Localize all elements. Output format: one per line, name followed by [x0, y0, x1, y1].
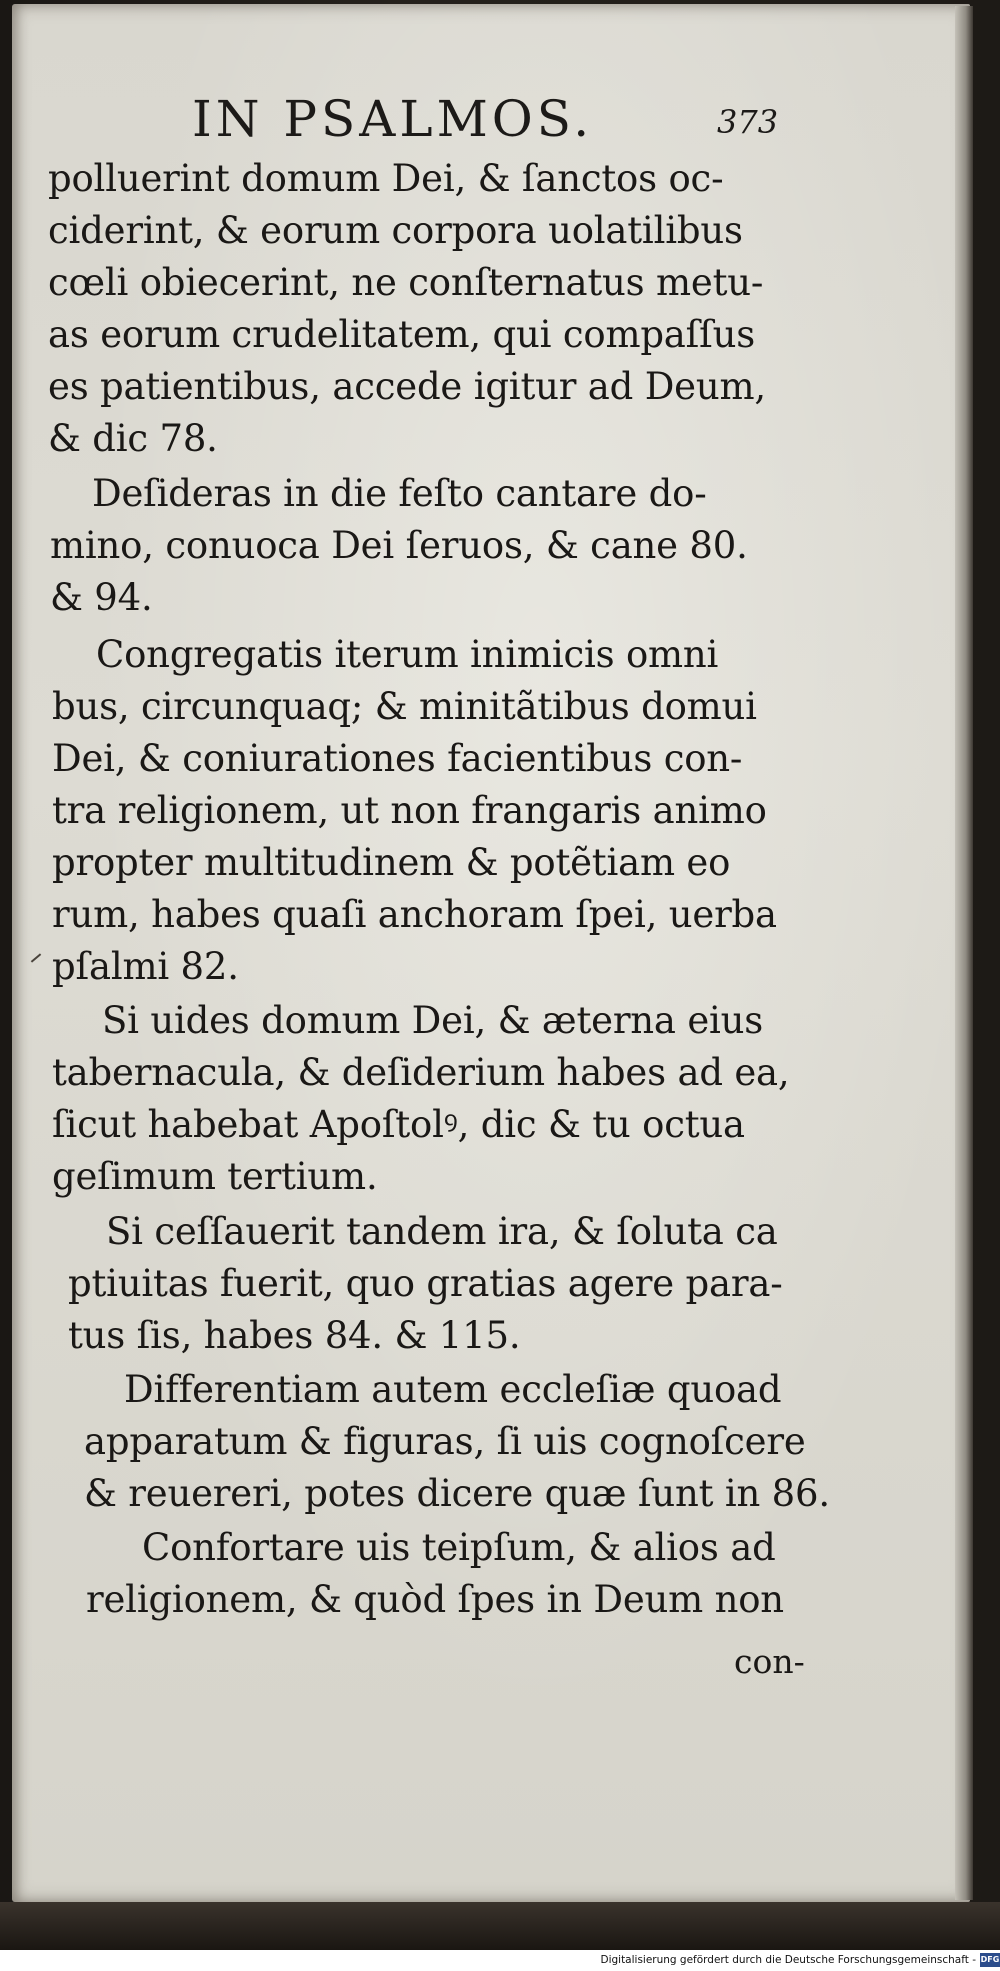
- text-line: tabernacula, & deſiderium habes ad ea,: [52, 1051, 790, 1094]
- text-line: bus, circunquaq; & minitãtibus domui: [52, 685, 757, 728]
- page-header: [12, 90, 970, 154]
- page-edge: [955, 6, 973, 1900]
- funding-credit: Digitalisierung gefördert durch die Deutsche Forschungsgemeinschaft -: [600, 1954, 976, 1966]
- dfg-logo: DFG: [980, 1953, 1000, 1967]
- text-line: Si ceſſauerit tandem ira, & ſoluta ca: [106, 1210, 778, 1253]
- text-line: pſalmi 82.: [52, 945, 239, 988]
- text-line: & 94.: [50, 576, 153, 619]
- text-line: propter multitudinem & potẽtiam eo: [52, 841, 731, 884]
- text-line: Dei, & coniurationes facientibus con-: [52, 737, 743, 780]
- running-head: IN PSALMOS.: [192, 90, 594, 148]
- margin-mark: [31, 953, 41, 962]
- text-line: polluerint domum Dei, & ſanctos oc-: [48, 157, 724, 200]
- text-line: geſimum tertium.: [52, 1155, 378, 1198]
- footer: [0, 1950, 1000, 1971]
- page-number: 373: [717, 103, 779, 141]
- text-line: apparatum & figuras, ſi uis cognoſcere: [84, 1420, 806, 1463]
- book-bottom-edge: [0, 1902, 1000, 1950]
- text-line: as eorum crudelitatem, qui compaſſus: [48, 313, 756, 356]
- text-line: Si uides domum Dei, & æterna eius: [102, 999, 764, 1042]
- book-page: [12, 4, 970, 1902]
- text-line: Congregatis iterum inimicis omni: [96, 633, 719, 676]
- text-line: mino, conuoca Dei ſeruos, & cane 80.: [50, 524, 748, 567]
- text-line: religionem, & quòd ſpes in Deum non: [86, 1578, 784, 1621]
- text-line: Confortare uis teipſum, & alios ad: [142, 1526, 776, 1569]
- text-line: ciderint, & eorum corpora uolatilibus: [48, 209, 743, 252]
- text-line: ſicut habebat Apoſtolꝰ, dic & tu octua: [52, 1103, 745, 1146]
- text-line: Differentiam autem eccleſiæ quoad: [124, 1368, 782, 1411]
- text-line: & reuereri, potes dicere quæ ſunt in 86.: [84, 1472, 830, 1515]
- text-line: ptiuitas fuerit, quo gratias agere para-: [68, 1262, 783, 1305]
- text-line: rum, habes quaſi anchoram ſpei, uerba: [52, 893, 777, 936]
- text-line: tra religionem, ut non frangaris animo: [52, 789, 767, 832]
- catchword: con-: [734, 1642, 805, 1681]
- text-line: Deſideras in die feſto cantare do-: [92, 472, 707, 515]
- text-line: cœli obiecerint, ne conſternatus metu-: [48, 261, 764, 304]
- text-line: & dic 78.: [48, 417, 218, 460]
- text-line: tus ſis, habes 84. & 115.: [68, 1314, 521, 1357]
- text-line: es patientibus, accede igitur ad Deum,: [48, 365, 766, 408]
